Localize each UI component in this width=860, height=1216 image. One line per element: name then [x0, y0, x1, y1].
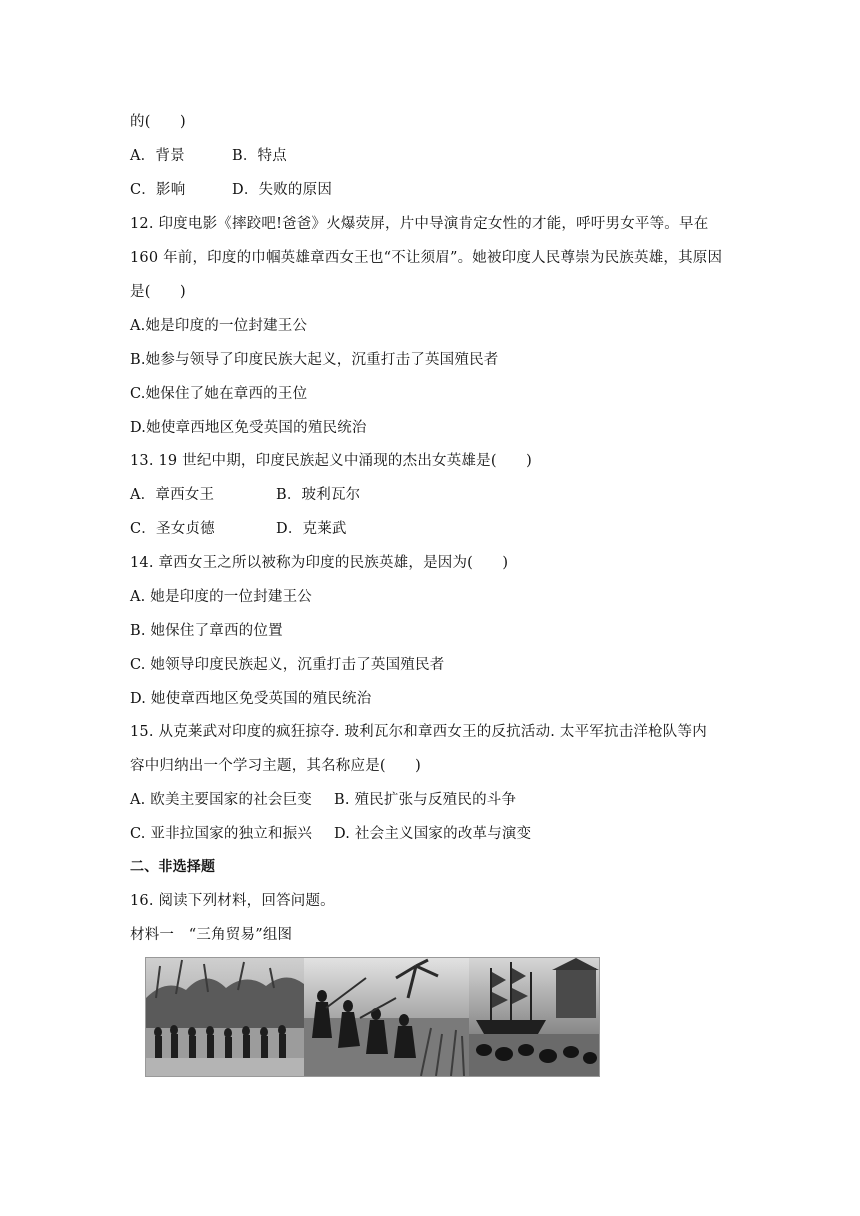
- option-a: A．背景: [130, 148, 185, 164]
- option-a: A．章西女王: [130, 487, 215, 503]
- section-heading-non-choice: 二、非选择题: [130, 859, 216, 875]
- question-11-stem-end: 的( ): [130, 114, 186, 130]
- question-14-option-c: C. 她领导印度民族起义，沉重打击了英国殖民者: [130, 657, 445, 673]
- option-b: B．玻利瓦尔: [276, 487, 361, 503]
- question-14-option-d: D. 她使章西地区免受英国的殖民统治: [130, 691, 372, 707]
- option-d: D．克莱武: [276, 521, 347, 537]
- option-d: D. 社会主义国家的改革与演变: [334, 826, 532, 842]
- question-13-options-row-1: [130, 485, 360, 505]
- question-13-options-row-2: [130, 519, 347, 539]
- option-b: B．特点: [232, 148, 287, 164]
- option-a: A. 欧美主要国家的社会巨变: [130, 792, 312, 808]
- question-12-option-b: B.她参与领导了印度民族大起义，沉重打击了英国殖民者: [130, 352, 499, 368]
- question-11-options-row-2: [130, 180, 332, 200]
- panel-plantation-labor: [304, 958, 469, 1076]
- option-b: B. 殖民扩张与反殖民的斗争: [334, 792, 517, 808]
- option-c: C．影响: [130, 182, 186, 198]
- question-12-option-c: C.她保住了她在章西的王位: [130, 386, 308, 402]
- question-15-options-row-2: [130, 824, 531, 844]
- triangle-trade-image-group: [145, 957, 600, 1077]
- question-14-option-a: A. 她是印度的一位封建王公: [130, 589, 312, 605]
- option-d: D．失败的原因: [232, 182, 333, 198]
- material-one-caption: 材料一 “三角贸易”组图: [130, 927, 293, 943]
- panel-slave-caravan: [146, 958, 304, 1076]
- question-13-stem: 13. 19 世纪中期，印度民族起义中涌现的杰出女英雄是( ): [130, 453, 532, 469]
- question-15-stem-line-1: 15. 从克莱武对印度的疯狂掠夺. 玻利瓦尔和章西女王的反抗活动. 太平军抗击洋枪队等内: [130, 724, 707, 740]
- question-11-options-row-1: [130, 146, 287, 166]
- question-12-stem-line-1: 12. 印度电影《摔跤吧!爸爸》火爆荧屏，片中导演肯定女性的才能，呼吁男女平等。早在: [130, 216, 709, 232]
- question-12-stem-line-3: 是( ): [130, 284, 186, 300]
- option-c: C．圣女贞德: [130, 521, 215, 537]
- question-12-option-d: D.她使章西地区免受英国的殖民统治: [130, 420, 367, 436]
- panel-harbor-ship: [469, 958, 599, 1076]
- question-14-stem: 14. 章西女王之所以被称为印度的民族英雄，是因为( ): [130, 555, 509, 571]
- triangle-trade-illustration: [146, 958, 599, 1076]
- question-14-option-b: B. 她保住了章西的位置: [130, 623, 283, 639]
- question-12-stem-line-2: 160 年前，印度的巾帼英雄章西女王也“不让须眉”。她被印度人民尊崇为民族英雄，其原因: [130, 250, 723, 266]
- option-c: C. 亚非拉国家的独立和振兴: [130, 826, 313, 842]
- question-15-stem-line-2: 容中归纳出一个学习主题，其名称应是( ): [130, 758, 422, 774]
- question-15-options-row-1: [130, 790, 516, 810]
- question-12-option-a: A.她是印度的一位封建王公: [130, 318, 308, 334]
- question-16-stem: 16. 阅读下列材料，回答问题。: [130, 893, 335, 909]
